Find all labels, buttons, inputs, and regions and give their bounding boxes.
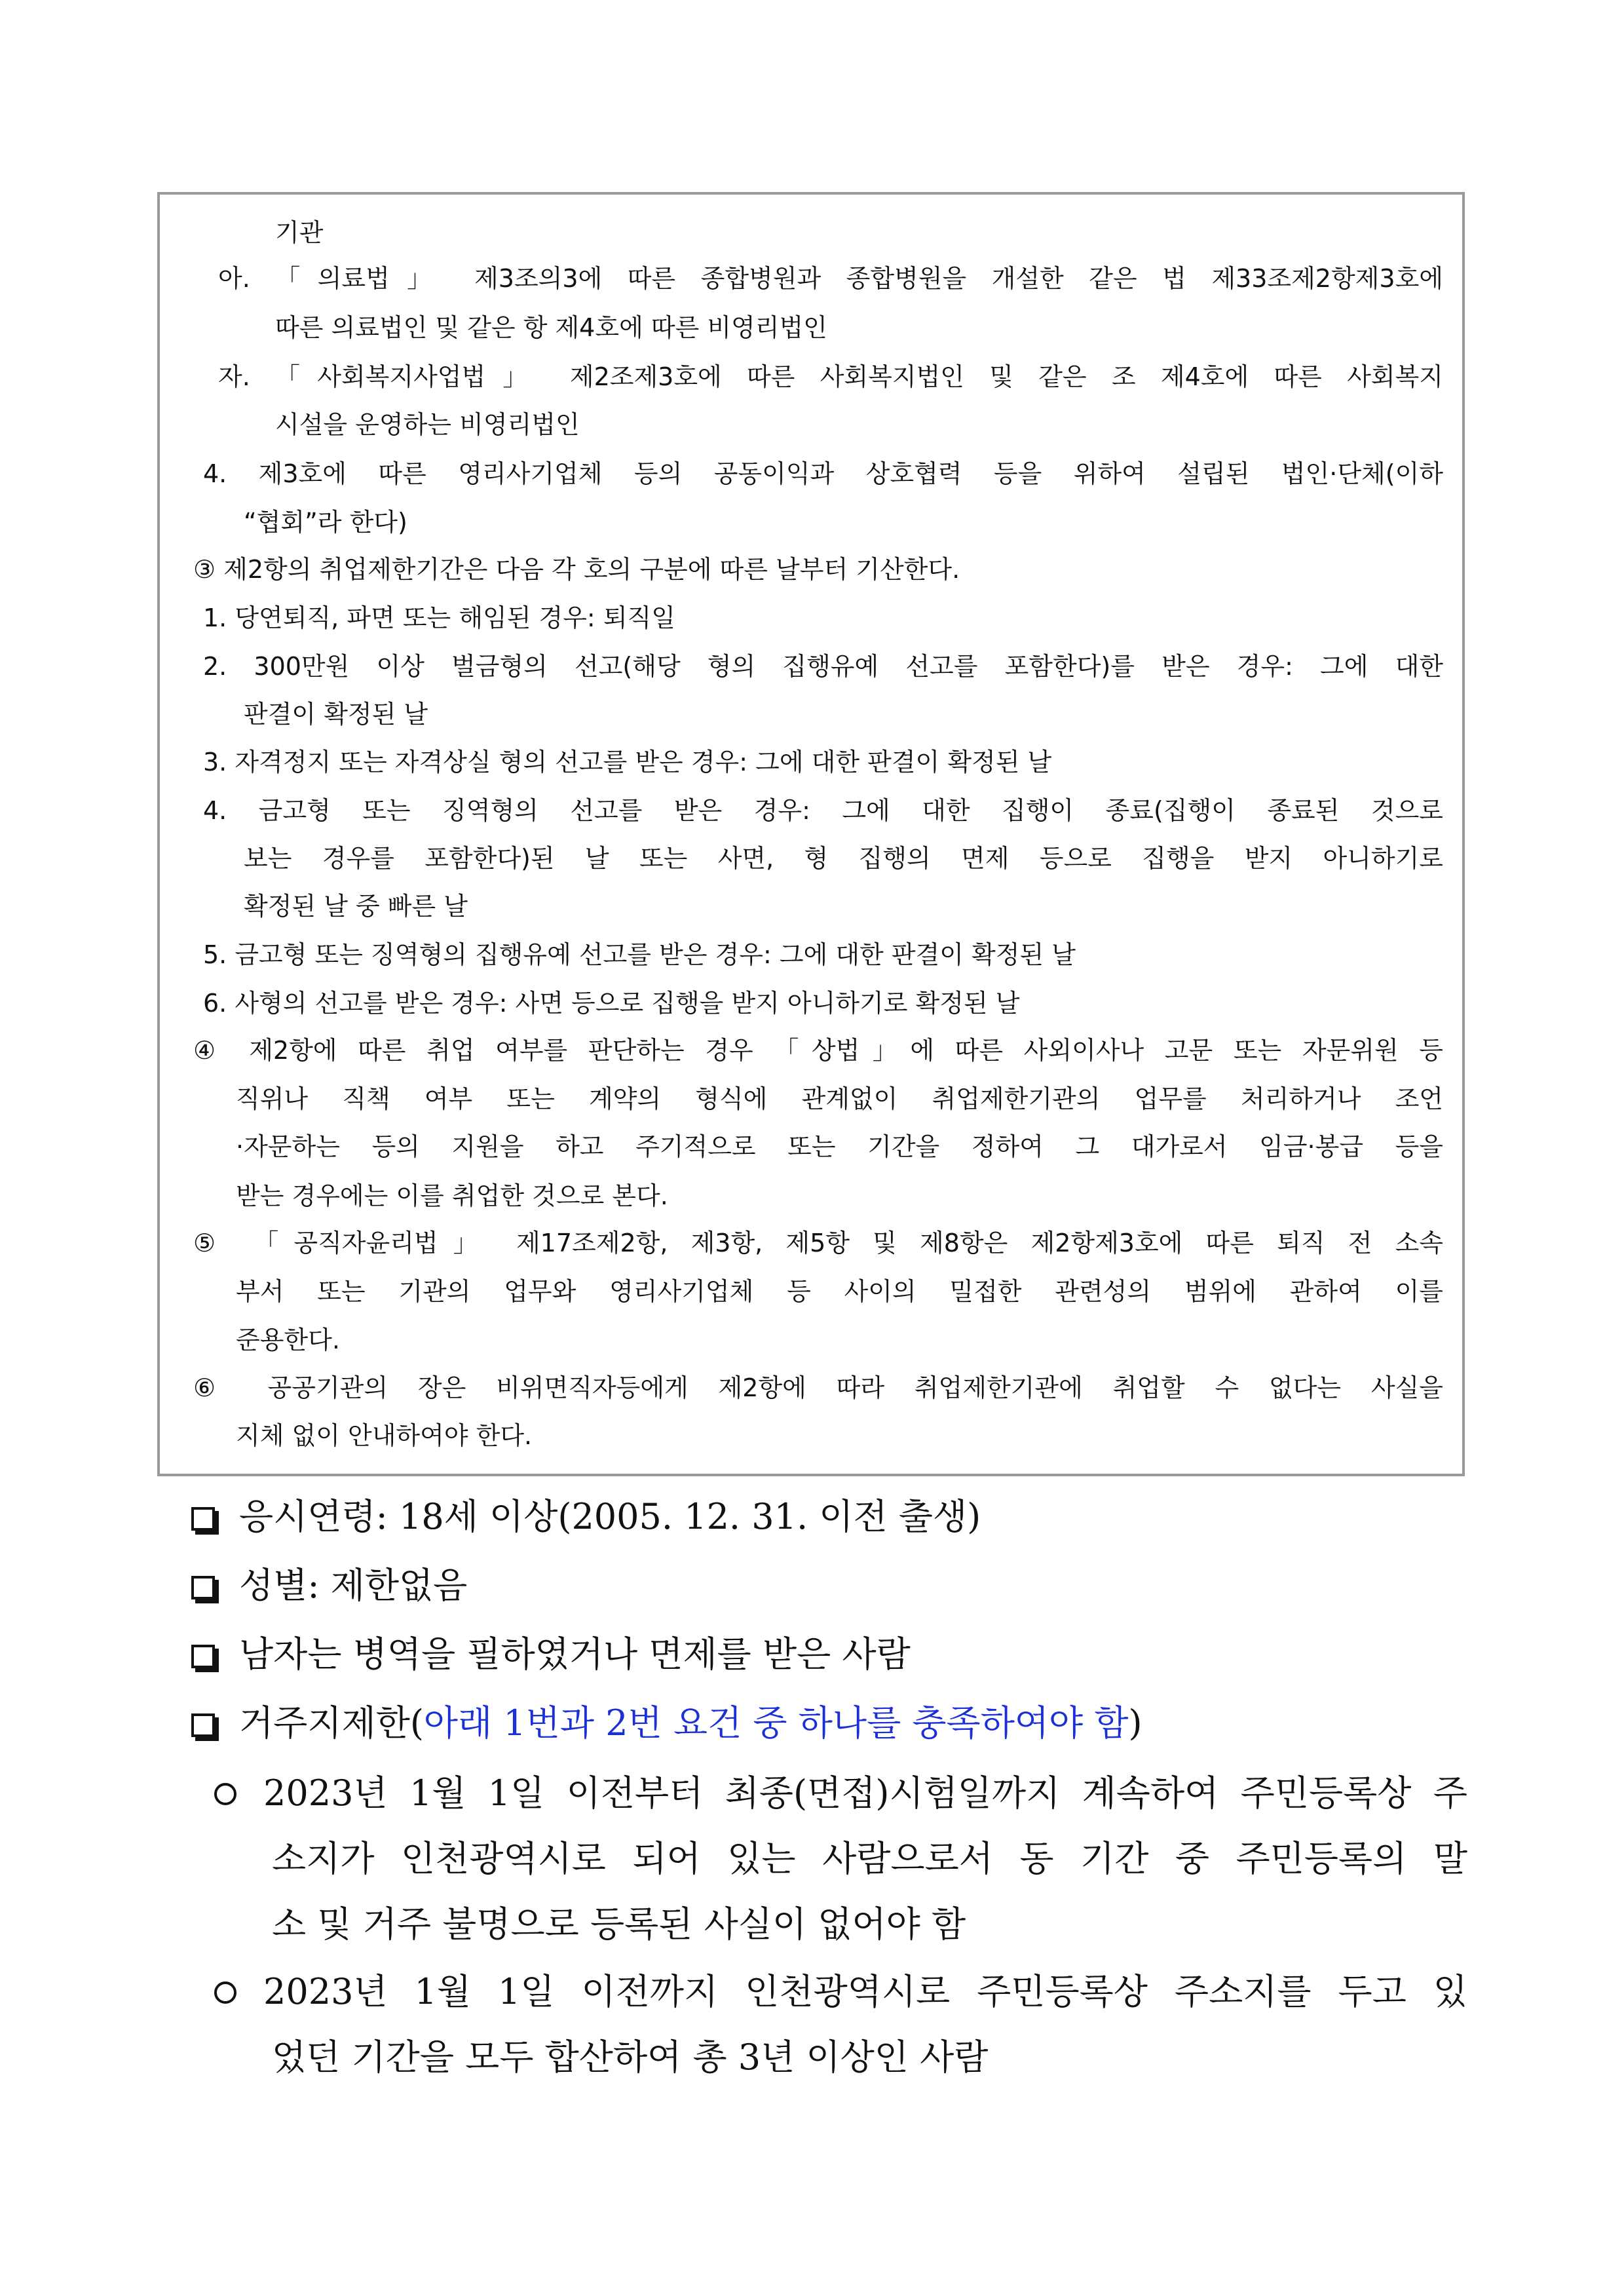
box-line: 2. 300만원 이상 벌금형의 선고(해당 형의 집행유예 선고를 포함한다)를 받은 경우: 그에 대한 xyxy=(203,652,1443,681)
residence-requirement xyxy=(239,1700,1142,1746)
circle-bullet-icon xyxy=(214,1981,236,2004)
military-requirement: 남자는 병역을 필하였거나 면제를 받은 사람 xyxy=(239,1634,911,1675)
box-line: 지체 없이 안내하여야 한다. xyxy=(236,1421,533,1450)
box-line: 4. 금고형 또는 징역형의 선고를 받은 경우: 그에 대한 집행이 종료(집행이 종료된 것으로 xyxy=(203,796,1443,825)
residence-option-line: 2023년 1월 1일 이전부터 최종(면접)시험일까지 계속하여 주민등록상 주 xyxy=(263,1772,1467,1814)
box-line: 보는 경우를 포함한다)된 날 또는 사면, 형 집행의 면제 등으로 집행을 받지 아니하기로 xyxy=(244,844,1443,873)
box-line: 3. 자격정지 또는 자격상실 형의 선고를 받은 경우: 그에 대한 판결이 확정된 날 xyxy=(203,748,1052,776)
box-line: 받는 경우에는 이를 취업한 것으로 본다. xyxy=(236,1181,668,1210)
box-line: ⑤ 「공직자윤리법」 제17조제2항, 제3항, 제5항 및 제8항은 제2항제3호에 따른 퇴직 전 소속 xyxy=(193,1229,1443,1257)
box-line: 1. 당연퇴직, 파면 또는 해임된 경우: 퇴직일 xyxy=(203,603,675,632)
box-line: 기관 xyxy=(275,218,324,247)
residence-option-line: 2023년 1월 1일 이전까지 인천광역시로 주민등록상 주소지를 두고 있 xyxy=(263,1971,1467,2012)
circle-bullet-icon xyxy=(214,1783,236,1805)
checkbox-icon xyxy=(191,1645,215,1668)
box-line: 확정된 날 중 빠른 날 xyxy=(244,892,468,921)
residence-suffix: ) xyxy=(1128,1702,1142,1744)
checkbox-icon xyxy=(191,1576,215,1599)
box-line: 6. 사형의 선고를 받은 경우: 사면 등으로 집행을 받지 아니하기로 확정된 날 xyxy=(203,989,1020,1018)
box-line: 준용한다. xyxy=(236,1326,340,1354)
box-line: ·자문하는 등의 지원을 하고 주기적으로 또는 기간을 정하여 그 대가로서 임금·봉급 등을 xyxy=(236,1132,1443,1161)
residence-option-line: 었던 기간을 모두 합산하여 총 3년 이상인 사람 xyxy=(272,2037,989,2078)
box-line: 판결이 확정된 날 xyxy=(244,700,428,729)
box-line: 5. 금고형 또는 징역형의 집행유예 선고를 받은 경우: 그에 대한 판결이 확정된 날 xyxy=(203,940,1076,969)
box-line: 4. 제3호에 따른 영리사기업체 등의 공동이익과 상호협력 등을 위하여 설립된 법인·단체(이하 xyxy=(203,459,1443,488)
box-line: 시설을 운영하는 비영리법인 xyxy=(275,410,580,439)
residence-option-line: 소 및 거주 불명으로 등록된 사실이 없어야 함 xyxy=(272,1904,966,1945)
box-line: ④ 제2항에 따른 취업 여부를 판단하는 경우 「상법」에 따른 사외이사나 고문 또는 자문위원 등 xyxy=(193,1036,1443,1065)
age-requirement: 응시연령: 18세 이상(2005. 12. 31. 이전 출생) xyxy=(239,1496,981,1537)
box-line: ⑥ 공공기관의 장은 비위면직자등에게 제2항에 따라 취업제한기관에 취업할 수 없다는 사실을 xyxy=(193,1373,1443,1402)
box-line: 아. 「의료법」 제3조의3에 따른 종합병원과 종합병원을 개설한 같은 법 제33조제2항제3호에 xyxy=(218,264,1443,293)
box-line: ③ 제2항의 취업제한기간은 다음 각 호의 구분에 따른 날부터 기산한다. xyxy=(193,555,960,584)
box-line: 직위나 직책 여부 또는 계약의 형식에 관계없이 취업제한기관의 업무를 처리하거나 조언 xyxy=(236,1084,1443,1113)
checkbox-icon xyxy=(191,1507,215,1531)
gender-requirement: 성별: 제한없음 xyxy=(239,1565,468,1606)
checkbox-icon xyxy=(191,1713,215,1737)
residence-option-line: 소지가 인천광역시로 되어 있는 사람으로서 동 기간 중 주민등록의 말 xyxy=(272,1838,1467,1879)
residence-highlight: 아래 1번과 2번 요건 중 하나를 충족하여야 함 xyxy=(423,1702,1129,1744)
box-line: 부서 또는 기관의 업무와 영리사기업체 등 사이의 밀접한 관련성의 범위에 관하여 이를 xyxy=(236,1277,1443,1306)
box-line: 따른 의료법인 및 같은 항 제4호에 따른 비영리법인 xyxy=(275,313,827,342)
box-line: 자. 「사회복지사업법」 제2조제3호에 따른 사회복지법인 및 같은 조 제4호에 따른 사회복지 xyxy=(218,362,1443,391)
residence-prefix: 거주지제한( xyxy=(239,1702,424,1744)
box-line: “협회”라 한다) xyxy=(244,508,407,537)
